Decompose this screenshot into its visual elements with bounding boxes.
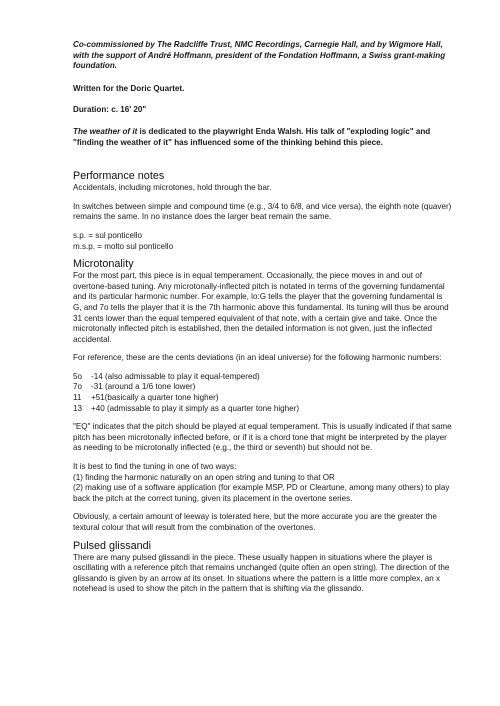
- harmonic-row: [73, 372, 453, 383]
- harmonic-row: [73, 404, 453, 415]
- abbrev-sp: s.p. = sul ponticello: [73, 230, 143, 240]
- microtonality-reference: For reference, these are the cents deviations (in an ideal universe) for the following harmonic numbers:: [73, 353, 442, 363]
- performance-time-switch: In switches between simple and compound time (e.g., 3/4 to 6/8, and vice versa), the eighth note (quaver) remains the same. In no instance does the larger beat remain the same.: [73, 201, 452, 222]
- abbrev-msp: m.s.p. = molto sul ponticello: [73, 241, 174, 251]
- microtonality-tuning-ways: It is best to find the tuning in one of two ways:: [73, 462, 237, 472]
- performance-notes-heading: Performance notes: [73, 170, 165, 183]
- dedication-text: is dedicated to the playwright Enda Walsh. His talk of "exploding logic" and "finding the weather of it" has influenced some of the thinking behind this piece.: [73, 126, 431, 147]
- performance-accidentals: Accidentals, including microtones, hold through the bar.: [73, 183, 272, 193]
- dedication-title: The weather of it: [73, 126, 138, 136]
- dedication: [73, 127, 453, 148]
- harmonic-deviation: +51(basically a quarter tone higher): [91, 393, 219, 403]
- harmonic-list: [73, 372, 453, 414]
- tuning-way-2: (2) making use of a software application (for example MSP, PD or Cleartune, among many others) to play back the pitch at the correct tuning, given its placement in the overtone series.: [73, 483, 450, 503]
- microtonality-heading: Microtonality: [73, 258, 134, 271]
- duration: Duration: c. 16' 20": [73, 105, 147, 115]
- harmonic-deviation: -14 (also admissable to play it equal-tempered): [91, 371, 260, 381]
- pulsed-glissandi-text: There are many pulsed glissandi in the piece. These usually happen in situations where the player is oscillating with a reference pitch that remains unchanged (quite often an open string). The direction of the glissando is given by an arrow at its onset. In situations where the pattern is a little more complex, an x notehead is used to show the pitch in the pattern that is shifting via the glissando.: [73, 552, 450, 594]
- commission-credits: Co-commissioned by The Radcliffe Trust, NMC Recordings, Carnegie Hall, and by Wigmore Hall, with the support of André Hoffmann, president of the Fondation Hoffmann, a Swiss grant-making foundation.: [73, 40, 446, 71]
- microtonality-leeway: Obviously, a certain amount of leeway is tolerated here, but the more accurate you are the greater the textural colour that will result from the combination of the overtones.: [73, 512, 437, 532]
- harmonic-deviation: -31 (around a 1/6 tone lower): [91, 382, 196, 392]
- harmonic-number: 7o: [73, 382, 83, 392]
- harmonic-number: 11: [73, 393, 82, 403]
- microtonality-intro: For the most part, this piece is in equal temperament. Occasionally, the piece moves in and out of overtone-based tuning. Any microtonally-inflected pitch is notated in terms of the governing fundamental and its particular harmonic number. For example, lo:G tells the player that the governing fundamental is G, and 7o tells the player that it is the 7th harmonic above this fundamental. Its tuning will thus be around 31 cents lower than the equal tempered equivalent of that note, with a certain give and take. Once the microtonally inflected pitch is established, then the detailed information is not given, just the inflected accidental.: [73, 271, 449, 344]
- tuning-way-1: (1) finding the harmonic naturally on an open string and tuning to that OR: [73, 472, 335, 482]
- pulsed-glissandi-heading: Pulsed glissandi: [73, 539, 152, 552]
- harmonic-deviation: +40 (admissable to play it simply as a quarter tone higher): [91, 403, 300, 413]
- harmonic-number: 13: [73, 403, 83, 413]
- harmonic-row: [73, 393, 453, 404]
- written-for: Written for the Doric Quartet.: [73, 83, 185, 93]
- harmonic-number: 5o: [73, 371, 83, 381]
- document-page: [73, 40, 453, 595]
- harmonic-row: [73, 382, 453, 393]
- microtonality-eq: "EQ" indicates that the pitch should be played at equal temperament. This is usually indicated if that same pitch has been microtonally inflected before, or if it is a chord tone that might be interpreted by the player as needing to be microtonally inflected (e.g., the third or seventh) but should not be.: [73, 422, 452, 453]
